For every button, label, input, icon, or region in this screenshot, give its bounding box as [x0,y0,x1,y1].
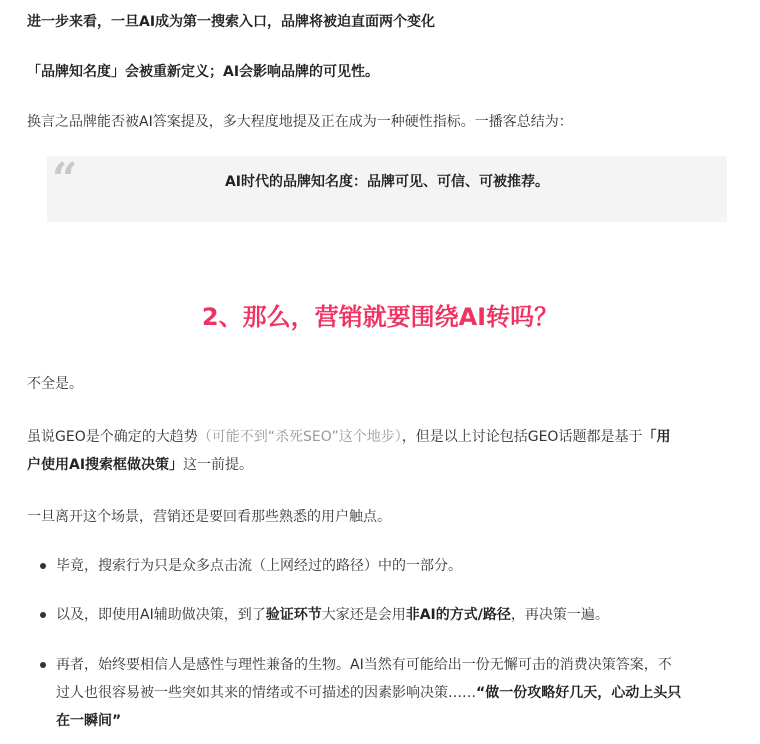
quote-mark-icon: “ [52,154,78,205]
geo-paragraph [27,423,733,479]
intro-line-2: 「品牌知名度」会被重新定义；AI会影响品牌的可见性。 [27,64,380,80]
bullet-quote-b: 在一瞬间” [56,713,122,729]
blockquote [47,156,727,222]
bullet-text: 毕竟，搜索行为只是众多点击流（上网经过的路径）中的一部分。 [56,558,462,574]
geo-emphasis-b: 户使用AI搜索框做决策」 [27,457,184,473]
geo-emphasis-a: 「用 [642,429,671,445]
bullet-quote-a: “做一份攻略好几天，心动上头只 [476,685,682,701]
list-item [56,651,720,735]
geo-text-2: ，但是以上讨论包括GEO话题都是基于 [401,429,643,445]
list-item [56,552,720,580]
bullet-text-a: 以及，即使用AI辅助做决策，到了 [56,607,266,623]
quote-text: AI时代的品牌知名度：品牌可见、可信、可被推荐。 [224,174,550,190]
geo-aside: （可能不到“杀死SEO”这个地步） [197,429,402,445]
geo-text-3: 这一前提。 [183,457,254,473]
answer-paragraph: 不全是。 [27,376,83,392]
bullet-text-c: ，再决策一遍。 [510,607,609,623]
bullet-text-line1: 再者，始终要相信人是感性与理性兼备的生物。AI当然有可能给出一份无懈可击的消费决策答案，不 [56,657,672,673]
touchpoint-paragraph: 一旦离开这个场景，营销还是要回看那些熟悉的用户触点。 [27,509,391,525]
bullet-dot-icon [40,563,46,569]
section-heading: 2、那么，营销就要围绕AI转吗？ [201,303,559,331]
bullet-emphasis-a: 验证环节 [265,607,322,623]
list-item [56,601,720,629]
bullet-dot-icon [40,612,46,618]
bullet-emphasis-b: 非AI的方式/路径 [405,607,511,623]
bullet-text-b: 大家还是会用 [321,607,406,623]
intro-line-1: 进一步来看，一旦AI成为第一搜索入口，品牌将被迫直面两个变化 [27,14,436,30]
geo-text-1: 虽说GEO是个确定的大趋势 [27,429,198,445]
bullet-text-line2: 过人也很容易被一些突如其来的情绪或不可描述的因素影响决策…… [56,685,476,701]
bullet-dot-icon [40,662,46,668]
intro-line-3: 换言之品牌能否被AI答案提及，多大程度地提及正在成为一种硬性指标。一播客总结为： [27,114,573,130]
